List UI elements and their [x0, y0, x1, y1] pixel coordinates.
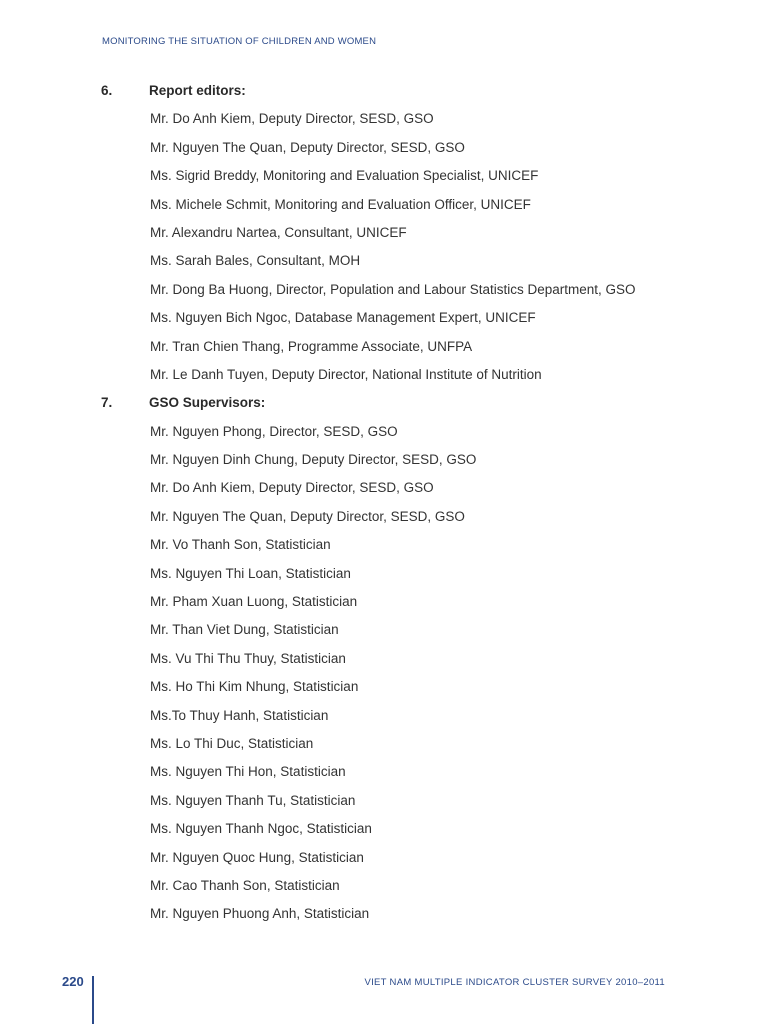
footer-publication-title: VIET NAM MULTIPLE INDICATOR CLUSTER SURVEY 2010–2011 [364, 977, 665, 988]
list-item: Mr. Nguyen The Quan, Deputy Director, SESD, GSO [150, 508, 465, 524]
footer-divider [92, 976, 94, 1024]
list-item: Mr. Nguyen Quoc Hung, Statistician [150, 849, 364, 865]
list-item: Mr. Do Anh Kiem, Deputy Director, SESD, GSO [150, 480, 434, 496]
list-item: Mr. Than Viet Dung, Statistician [150, 622, 339, 638]
running-header: MONITORING THE SITUATION OF CHILDREN AND WOMEN [102, 36, 377, 47]
list-item: Mr. Le Danh Tuyen, Deputy Director, National Institute of Nutrition [150, 366, 542, 382]
list-item: Mr. Tran Chien Thang, Programme Associate, UNFPA [150, 338, 473, 354]
list-item: Mr. Nguyen Dinh Chung, Deputy Director, SESD, GSO [150, 452, 477, 468]
list-item: Ms. Nguyen Thi Hon, Statistician [150, 764, 346, 780]
list-item: Mr. Nguyen Phong, Director, SESD, GSO [150, 423, 398, 439]
section-heading [0, 392, 768, 420]
list-item: Ms. Lo Thi Duc, Statistician [150, 735, 314, 751]
list-item: Ms.To Thuy Hanh, Statistician [150, 707, 329, 723]
page-content [0, 80, 768, 932]
section-number: 6. [101, 83, 113, 98]
section-title: Report editors: [149, 83, 246, 98]
list-item: Mr. Vo Thanh Son, Statistician [150, 537, 331, 553]
list-item: Ms. Ho Thi Kim Nhung, Statistician [150, 679, 359, 695]
list-item: Ms. Nguyen Bich Ngoc, Database Management Expert, UNICEF [150, 310, 536, 326]
list-item: Ms. Nguyen Thanh Tu, Statistician [150, 792, 356, 808]
list-item: Ms. Sarah Bales, Consultant, MOH [150, 253, 361, 269]
list-item: Ms. Michele Schmit, Monitoring and Evaluation Officer, UNICEF [150, 196, 531, 212]
section-title: GSO Supervisors: [149, 395, 266, 411]
list-item: Ms. Nguyen Thanh Ngoc, Statistician [150, 821, 372, 837]
list-item: Mr. Cao Thanh Son, Statistician [150, 877, 340, 893]
list-item: Mr. Nguyen The Quan, Deputy Director, SESD, GSO [150, 139, 465, 155]
list-item: Ms. Vu Thi Thu Thuy, Statistician [150, 650, 346, 666]
page-number: 220 [62, 974, 84, 989]
section-heading [0, 80, 768, 108]
list-item: Mr. Do Anh Kiem, Deputy Director, SESD, GSO [150, 111, 434, 127]
list-item: Mr. Alexandru Nartea, Consultant, UNICEF [150, 224, 407, 240]
list-item: Mr. Dong Ba Huong, Director, Population and Labour Statistics Department, GSO [150, 281, 636, 297]
section-number: 7. [101, 395, 113, 411]
list-item: Mr. Pham Xuan Luong, Statistician [150, 594, 358, 610]
list-item: Mr. Nguyen Phuong Anh, Statistician [150, 906, 370, 922]
list-item: Ms. Sigrid Breddy, Monitoring and Evaluation Specialist, UNICEF [150, 168, 539, 184]
list-item: Ms. Nguyen Thi Loan, Statistician [150, 565, 351, 581]
